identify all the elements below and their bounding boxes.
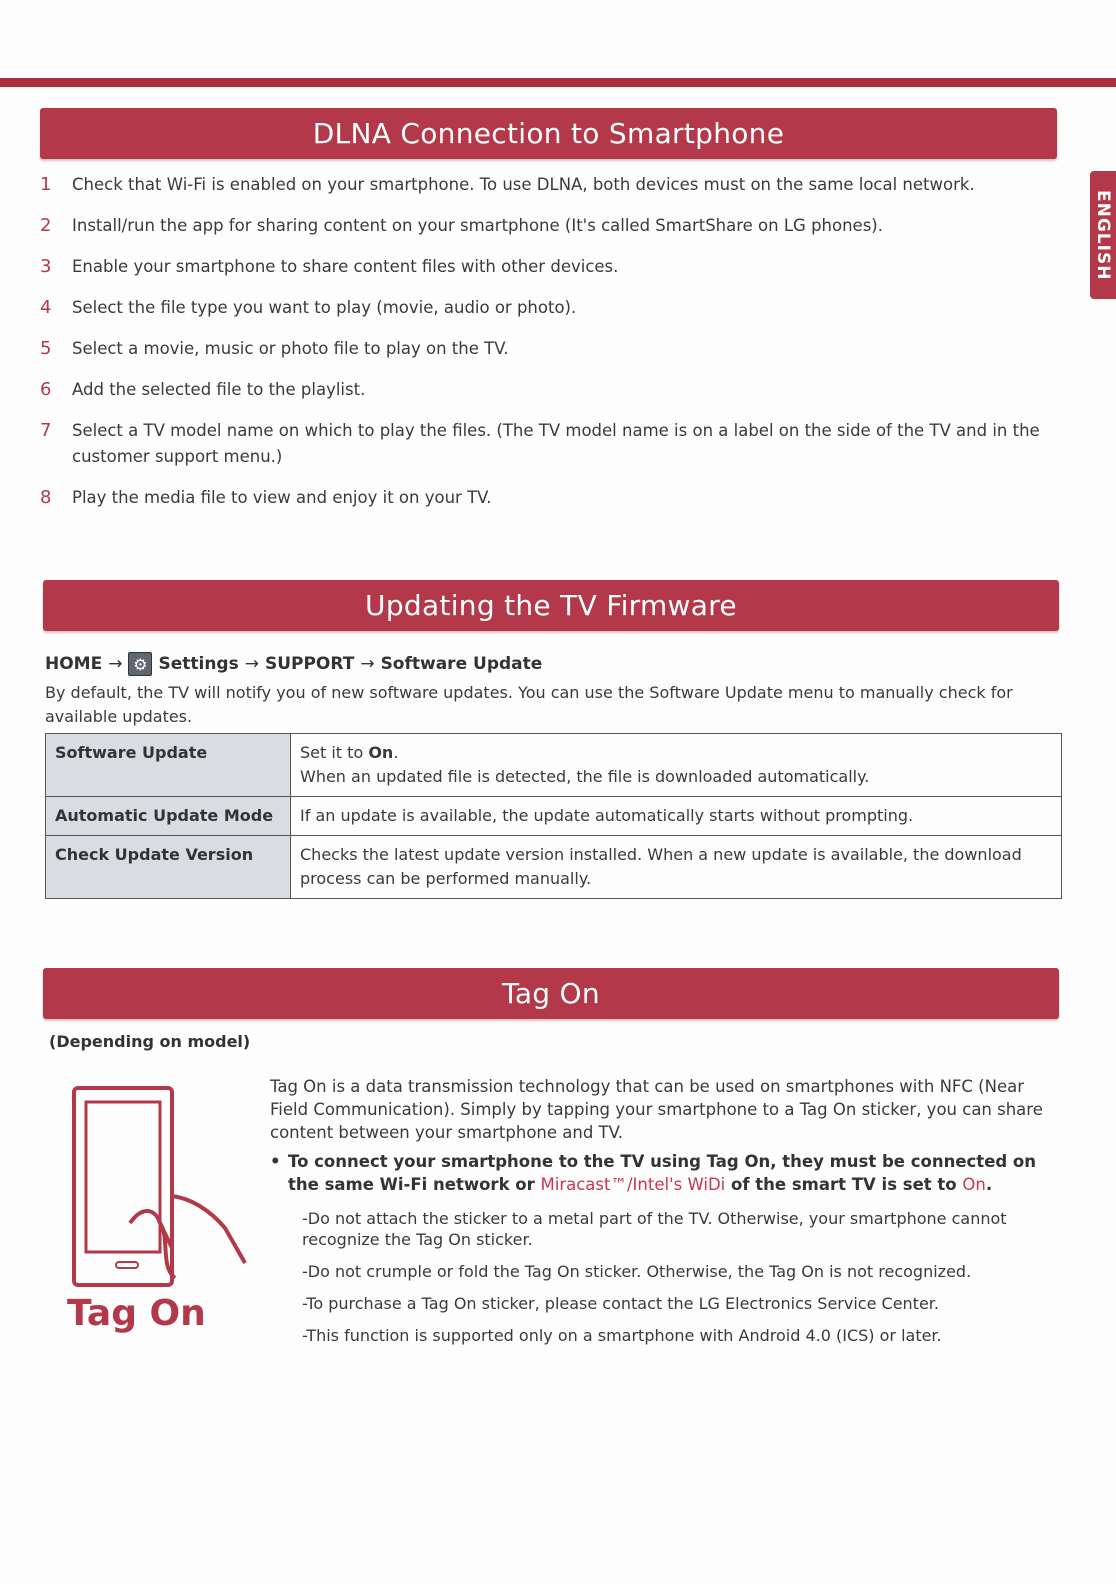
- step-text: Enable your smartphone to share content files with other devices.: [72, 257, 619, 276]
- step-text: Select the file type you want to play (movie, audio or photo).: [72, 298, 577, 317]
- dlna-step: [38, 213, 1073, 239]
- option-description: [291, 734, 1062, 797]
- breadcrumb-arrow: →: [244, 654, 259, 674]
- step-number: 8: [40, 487, 52, 508]
- firmware-options-table: [45, 733, 1062, 899]
- miracast-highlight: Miracast™/Intel's WiDi: [540, 1175, 726, 1194]
- tagon-note: -To purchase a Tag On sticker, please contact the LG Electronics Service Center.: [302, 1294, 939, 1313]
- language-tab: [1090, 171, 1116, 299]
- gear-icon: ⚙: [128, 652, 152, 676]
- dlna-step: [38, 418, 1073, 470]
- step-text: Check that Wi-Fi is enabled on your smartphone. To use DLNA, both devices must on the same local network.: [72, 175, 975, 194]
- option-label: Automatic Update Mode: [46, 797, 291, 836]
- option-value-on: On: [368, 743, 394, 762]
- step-text: Select a TV model name on which to play the files. (The TV model name is on a label on the side of the TV and in the customer support menu.): [72, 421, 1040, 466]
- bullet-text-3: .: [985, 1175, 993, 1194]
- bullet-dot: •: [270, 1152, 281, 1171]
- language-tab-label: ENGLISH: [1093, 189, 1113, 281]
- dlna-title: DLNA Connection to Smartphone: [312, 117, 785, 150]
- breadcrumb-arrow: →: [108, 654, 123, 674]
- firmware-title: Updating the TV Firmware: [365, 589, 737, 622]
- breadcrumb: [45, 652, 542, 676]
- firmware-description: By default, the TV will notify you of new software updates. You can use the Software Update menu to manually check for available updates.: [45, 683, 1013, 726]
- table-row: [46, 836, 1062, 899]
- dlna-step: [38, 377, 1073, 403]
- step-text: Install/run the app for sharing content on your smartphone (It's called SmartShare on LG phones).: [72, 216, 883, 235]
- step-text: Play the media file to view and enjoy it on your TV.: [72, 488, 492, 507]
- tagon-connection-bullet: [270, 1150, 1050, 1196]
- dlna-section-banner: [40, 108, 1057, 159]
- tagon-title: Tag On: [502, 977, 600, 1010]
- tagon-note: -Do not attach the sticker to a metal part of the TV. Otherwise, your smartphone cannot recognize the Tag On sticker.: [302, 1209, 1007, 1249]
- breadcrumb-home: HOME: [45, 654, 103, 674]
- tagon-section-banner: [43, 968, 1059, 1019]
- step-number: 1: [40, 174, 52, 195]
- option-text-prefix: Set it to: [300, 743, 369, 762]
- phone-tap-icon: [60, 1078, 255, 1293]
- top-rule: [0, 78, 1116, 87]
- step-number: 2: [40, 215, 52, 236]
- tagon-intro: Tag On is a data transmission technology that can be used on smartphones with NFC (Near Field Communication). Simply by tapping your smartphone to a Tag On sticker, you can share content between your smartphone and TV.: [270, 1077, 1043, 1142]
- depending-on-model-note: (Depending on model): [49, 1032, 251, 1051]
- step-text: Add the selected file to the playlist.: [72, 380, 366, 399]
- table-row: [46, 797, 1062, 836]
- tagon-notes-list: [302, 1208, 1062, 1357]
- breadcrumb-software-update: Software Update: [380, 654, 543, 674]
- dlna-step: [38, 485, 1073, 511]
- step-text: Select a movie, music or photo file to play on the TV.: [72, 339, 509, 358]
- dlna-steps-list: [38, 172, 1073, 526]
- dlna-step: [38, 254, 1073, 280]
- step-number: 4: [40, 297, 52, 318]
- on-highlight: On: [962, 1175, 986, 1194]
- option-label: Check Update Version: [46, 836, 291, 899]
- step-number: 3: [40, 256, 52, 277]
- step-number: 6: [40, 379, 52, 400]
- dlna-step: [38, 172, 1073, 198]
- dlna-step: [38, 295, 1073, 321]
- option-text-suffix: .: [393, 743, 399, 762]
- tag-on-logo: Tag On: [67, 1293, 206, 1334]
- option-description: If an update is available, the update automatically starts without prompting.: [291, 797, 1062, 836]
- option-description: Checks the latest update version installed. When a new update is available, the download process can be performed manually.: [291, 836, 1062, 899]
- step-number: 5: [40, 338, 52, 359]
- table-row: [46, 734, 1062, 797]
- step-number: 7: [40, 420, 52, 441]
- dlna-step: [38, 336, 1073, 362]
- firmware-section-banner: [43, 580, 1059, 631]
- breadcrumb-arrow: →: [360, 654, 375, 674]
- tagon-note: -Do not crumple or fold the Tag On sticker. Otherwise, the Tag On is not recognized.: [302, 1262, 972, 1281]
- option-text-detail: When an updated file is detected, the file is downloaded automatically.: [300, 767, 870, 786]
- option-label: Software Update: [46, 734, 291, 797]
- breadcrumb-settings: Settings: [158, 654, 239, 674]
- tagon-note: -This function is supported only on a smartphone with Android 4.0 (ICS) or later.: [302, 1326, 942, 1345]
- breadcrumb-support: SUPPORT: [264, 654, 355, 674]
- bullet-text-2: of the smart TV is set to: [725, 1175, 963, 1194]
- bullet-text-1: To connect your smartphone to the TV using Tag On, they must be connected on the same Wi-Fi network or: [288, 1152, 1037, 1194]
